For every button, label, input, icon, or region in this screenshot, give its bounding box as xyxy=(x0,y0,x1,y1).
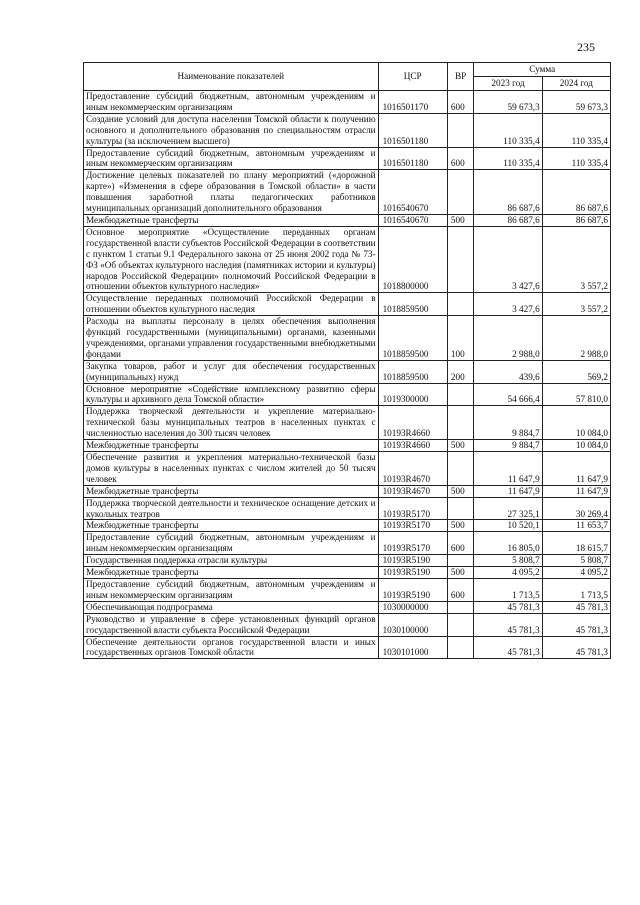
table-row xyxy=(84,170,611,215)
row-amount-2023: 86 687,6 xyxy=(474,214,542,226)
table-row xyxy=(84,316,611,361)
row-name: Межбюджетные трансферты xyxy=(84,485,379,497)
table-row xyxy=(84,406,611,440)
row-csr-code: 1030100000 xyxy=(378,613,447,636)
row-vr-code: 100 xyxy=(447,316,474,361)
row-amount-2024: 10 084,0 xyxy=(542,406,610,440)
row-vr-code xyxy=(447,601,474,613)
row-csr-code: 1016540670 xyxy=(378,170,447,215)
table-row xyxy=(84,214,611,226)
row-amount-2024: 10 084,0 xyxy=(542,440,610,452)
row-vr-code xyxy=(447,452,474,486)
row-vr-code: 500 xyxy=(447,520,474,532)
table-row xyxy=(84,520,611,532)
row-amount-2024: 110 335,4 xyxy=(542,113,610,147)
row-csr-code: 1016501180 xyxy=(378,147,447,170)
table-row xyxy=(84,383,611,406)
row-csr-code: 10193R4660 xyxy=(378,406,447,440)
row-vr-code xyxy=(447,293,474,316)
row-vr-code xyxy=(447,226,474,292)
row-vr-code xyxy=(447,406,474,440)
row-csr-code: 10193R5190 xyxy=(378,567,447,579)
row-amount-2024: 3 557,2 xyxy=(542,226,610,292)
row-name: Осуществление переданных полномочий Российской Федерации в отношении объектов культурного наследия xyxy=(84,293,379,316)
row-amount-2024: 57 810,0 xyxy=(542,383,610,406)
row-name: Предоставление субсидий бюджетным, автономным учреждениям и иным некоммерческим организациям xyxy=(84,147,379,170)
row-vr-code: 600 xyxy=(447,147,474,170)
row-amount-2023: 11 647,9 xyxy=(474,452,542,486)
table-header xyxy=(84,63,611,91)
budget-table xyxy=(83,62,611,659)
row-amount-2024: 86 687,6 xyxy=(542,214,610,226)
row-name: Достижение целевых показателей по плану мероприятий («дорожной карте») «Изменения в сфере образования в Томской области» в части повышения заработной платы педагогических работников муниципальных организаций дополнительного образования xyxy=(84,170,379,215)
row-csr-code: 10193R5170 xyxy=(378,532,447,555)
row-name: Межбюджетные трансферты xyxy=(84,440,379,452)
row-name: Государственная поддержка отрасли культуры xyxy=(84,555,379,567)
row-csr-code: 10193R5170 xyxy=(378,520,447,532)
row-csr-code: 1030000000 xyxy=(378,601,447,613)
row-amount-2023: 110 335,4 xyxy=(474,147,542,170)
row-amount-2024: 59 673,3 xyxy=(542,91,610,114)
row-csr-code: 1018859500 xyxy=(378,316,447,361)
row-csr-code: 10193R5190 xyxy=(378,578,447,601)
row-vr-code: 600 xyxy=(447,532,474,555)
row-amount-2023: 3 427,6 xyxy=(474,293,542,316)
row-vr-code: 500 xyxy=(447,214,474,226)
table-row xyxy=(84,91,611,114)
table-row xyxy=(84,567,611,579)
table-row xyxy=(84,293,611,316)
table-row xyxy=(84,147,611,170)
row-csr-code: 1019300000 xyxy=(378,383,447,406)
row-name: Руководство и управление в сфере установленных функций органов государственной власти субъекта Российской Федерации xyxy=(84,613,379,636)
table-row xyxy=(84,440,611,452)
row-amount-2024: 110 335,4 xyxy=(542,147,610,170)
row-amount-2023: 439,6 xyxy=(474,360,542,383)
header-csr: ЦСР xyxy=(378,63,447,91)
row-amount-2023: 59 673,3 xyxy=(474,91,542,114)
page-number: 235 xyxy=(577,40,595,54)
header-year-2024: 2024 год xyxy=(542,77,610,91)
row-amount-2023: 45 781,3 xyxy=(474,636,542,659)
row-amount-2023: 27 325,1 xyxy=(474,497,542,520)
row-amount-2023: 3 427,6 xyxy=(474,226,542,292)
row-name: Межбюджетные трансферты xyxy=(84,520,379,532)
row-vr-code xyxy=(447,497,474,520)
row-name: Основное мероприятие «Содействие комплексному развитию сферы культуры и архивного дела Томской области» xyxy=(84,383,379,406)
row-csr-code: 1018859500 xyxy=(378,293,447,316)
row-vr-code: 500 xyxy=(447,485,474,497)
row-name: Расходы на выплаты персоналу в целях обеспечения выполнения функций государственными (муниципальными) органами, казенными учреждениями, органами управления государственными внебюджетными фондами xyxy=(84,316,379,361)
row-name: Создание условий для доступа населения Томской области к получению основного и дополнительного образования по специальностям отрасли культуры (за исключением высшего) xyxy=(84,113,379,147)
row-name: Поддержка творческой деятельности и техническое оснащение детских и кукольных театров xyxy=(84,497,379,520)
row-amount-2023: 9 884,7 xyxy=(474,406,542,440)
header-year-2023: 2023 год xyxy=(474,77,542,91)
table-row xyxy=(84,113,611,147)
row-csr-code: 1016540670 xyxy=(378,214,447,226)
row-amount-2024: 4 095,2 xyxy=(542,567,610,579)
row-amount-2023: 1 713,5 xyxy=(474,578,542,601)
row-amount-2024: 1 713,5 xyxy=(542,578,610,601)
row-amount-2024: 45 781,3 xyxy=(542,613,610,636)
row-amount-2024: 45 781,3 xyxy=(542,636,610,659)
row-amount-2023: 5 808,7 xyxy=(474,555,542,567)
row-name: Обеспечение развития и укрепления материально-технической базы домов культуры в населенных пунктах с числом жителей до 50 тысяч человек xyxy=(84,452,379,486)
row-amount-2024: 569,2 xyxy=(542,360,610,383)
row-name: Основное мероприятие «Осуществление переданных органам государственной власти субъектов Российской Федерации в соответствии с пунктом 1 статьи 9.1 Федерального закона от 25 июня 2002 года № 73-ФЗ «Об объектах культурного наследия (памятниках истории и культуры) народов Российской Федерации» полномочий Российской Федерации в отношении объектов культурного наследия» xyxy=(84,226,379,292)
row-csr-code: 10193R4660 xyxy=(378,440,447,452)
row-amount-2024: 3 557,2 xyxy=(542,293,610,316)
row-amount-2023: 54 666,4 xyxy=(474,383,542,406)
row-amount-2024: 11 647,9 xyxy=(542,452,610,486)
row-csr-code: 1030101000 xyxy=(378,636,447,659)
row-name: Обеспечивающая подпрограмма xyxy=(84,601,379,613)
row-csr-code: 1016501170 xyxy=(378,91,447,114)
row-vr-code: 200 xyxy=(447,360,474,383)
row-amount-2023: 45 781,3 xyxy=(474,613,542,636)
row-vr-code: 600 xyxy=(447,91,474,114)
row-name: Межбюджетные трансферты xyxy=(84,567,379,579)
row-csr-code: 10193R4670 xyxy=(378,452,447,486)
row-csr-code: 1018859500 xyxy=(378,360,447,383)
row-amount-2023: 110 335,4 xyxy=(474,113,542,147)
row-vr-code: 500 xyxy=(447,440,474,452)
row-amount-2024: 5 808,7 xyxy=(542,555,610,567)
row-csr-code: 10193R5190 xyxy=(378,555,447,567)
row-vr-code xyxy=(447,555,474,567)
row-name: Обеспечение деятельности органов государственной власти и иных государственных органов Томской области xyxy=(84,636,379,659)
row-amount-2023: 9 884,7 xyxy=(474,440,542,452)
table-row xyxy=(84,601,611,613)
row-name: Закупка товаров, работ и услуг для обеспечения государственных (муниципальных) нужд xyxy=(84,360,379,383)
table-row xyxy=(84,578,611,601)
row-amount-2023: 2 988,0 xyxy=(474,316,542,361)
table-body xyxy=(84,91,611,659)
row-amount-2023: 16 805,0 xyxy=(474,532,542,555)
header-sum: Сумма xyxy=(474,63,611,77)
row-amount-2023: 4 095,2 xyxy=(474,567,542,579)
table-row xyxy=(84,452,611,486)
row-vr-code xyxy=(447,636,474,659)
row-vr-code xyxy=(447,170,474,215)
row-csr-code: 1016501180 xyxy=(378,113,447,147)
table-row xyxy=(84,555,611,567)
row-vr-code xyxy=(447,613,474,636)
table-row xyxy=(84,636,611,659)
row-vr-code: 500 xyxy=(447,567,474,579)
table-row xyxy=(84,497,611,520)
row-name: Поддержка творческой деятельности и укрепление материально-технической базы муниципальных театров в населенных пунктах с численностью населения до 300 тысяч человек xyxy=(84,406,379,440)
table-row xyxy=(84,360,611,383)
row-amount-2024: 30 269,4 xyxy=(542,497,610,520)
header-name: Наименование показателей xyxy=(84,63,379,91)
row-amount-2024: 86 687,6 xyxy=(542,170,610,215)
row-name: Предоставление субсидий бюджетным, автономным учреждениям и иным некоммерческим организациям xyxy=(84,532,379,555)
row-amount-2024: 11 647,9 xyxy=(542,485,610,497)
row-amount-2024: 18 615,7 xyxy=(542,532,610,555)
row-name: Межбюджетные трансферты xyxy=(84,214,379,226)
header-vr: ВР xyxy=(447,63,474,91)
row-name: Предоставление субсидий бюджетным, автономным учреждениям и иным некоммерческим организациям xyxy=(84,578,379,601)
row-amount-2024: 11 653,7 xyxy=(542,520,610,532)
row-amount-2023: 86 687,6 xyxy=(474,170,542,215)
row-amount-2023: 45 781,3 xyxy=(474,601,542,613)
row-vr-code xyxy=(447,383,474,406)
row-csr-code: 1018800000 xyxy=(378,226,447,292)
row-amount-2023: 10 520,1 xyxy=(474,520,542,532)
table-row xyxy=(84,532,611,555)
row-csr-code: 10193R5170 xyxy=(378,497,447,520)
row-name: Предоставление субсидий бюджетным, автономным учреждениям и иным некоммерческим организациям xyxy=(84,91,379,114)
row-vr-code: 600 xyxy=(447,578,474,601)
table-row xyxy=(84,485,611,497)
row-amount-2024: 45 781,3 xyxy=(542,601,610,613)
row-vr-code xyxy=(447,113,474,147)
table-row xyxy=(84,613,611,636)
table-row xyxy=(84,226,611,292)
row-amount-2023: 11 647,9 xyxy=(474,485,542,497)
row-csr-code: 10193R4670 xyxy=(378,485,447,497)
row-amount-2024: 2 988,0 xyxy=(542,316,610,361)
